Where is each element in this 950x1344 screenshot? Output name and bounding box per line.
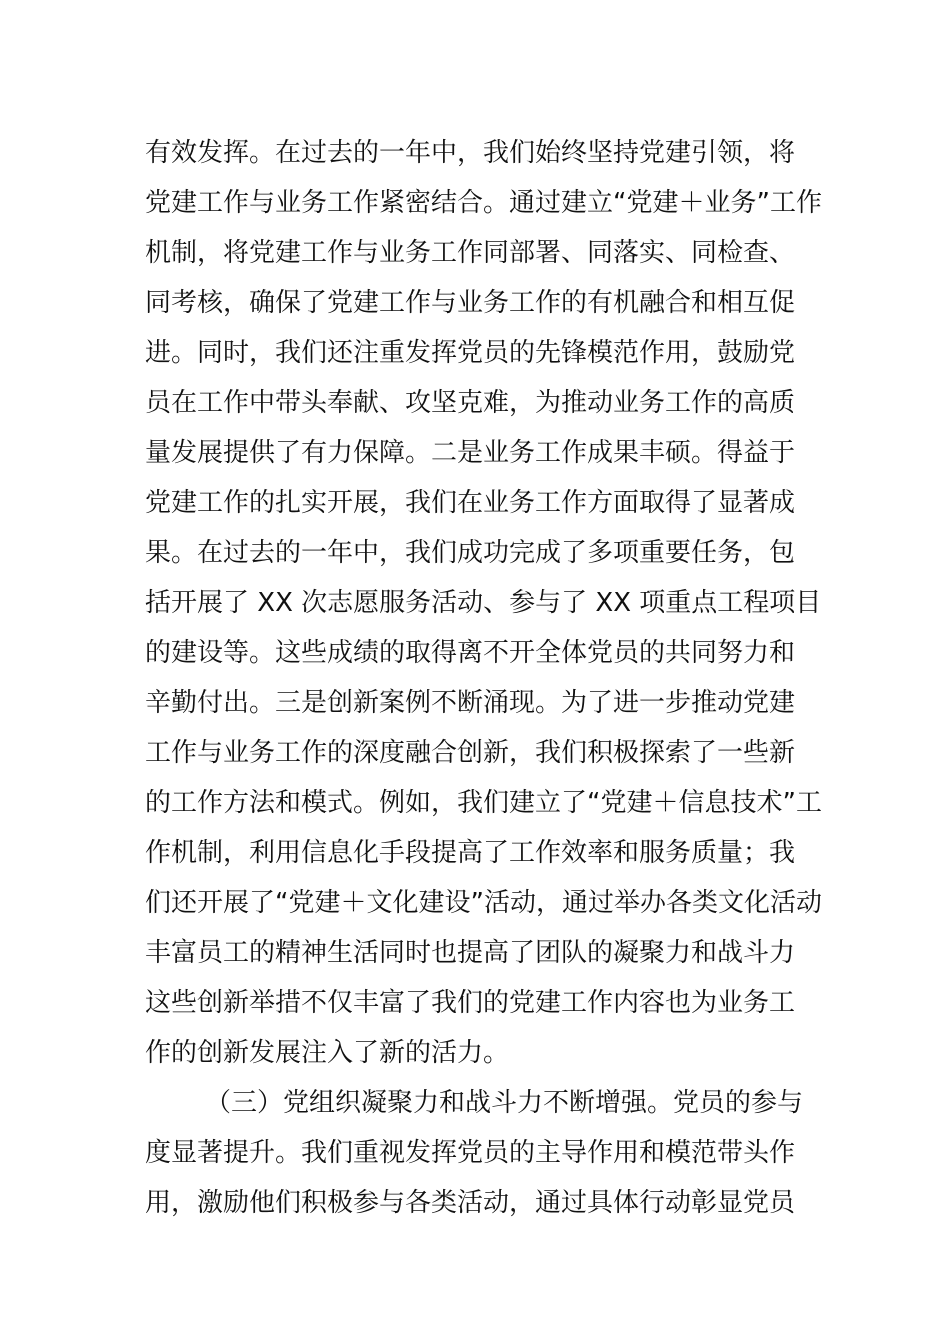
text-line: 作机制，利用信息化手段提高了工作效率和服务质量；我 [145, 838, 796, 868]
text-line: 这些创新举措不仅丰富了我们的党建工作内容也为业务工 [145, 988, 796, 1018]
paragraph-heading-line: （三）党组织凝聚力和战斗力不断增强。党员的参与 [205, 1088, 804, 1118]
text-line: 员在工作中带头奉献、攻坚克难，为推动业务工作的高质 [145, 388, 796, 418]
text-line: 同考核，确保了党建工作与业务工作的有机融合和相互促 [145, 288, 796, 318]
text-line: 的建设等。这些成绩的取得离不开全体党员的共同努力和 [145, 638, 796, 668]
text-line: 括开展了 XX 次志愿服务活动、参与了 XX 项重点工程项目 [145, 588, 822, 618]
text-line: 机制，将党建工作与业务工作同部署、同落实、同检查、 [145, 238, 796, 268]
text-line: 进。同时，我们还注重发挥党员的先锋模范作用，鼓励党 [145, 338, 796, 368]
text-line: 度显著提升。我们重视发挥党员的主导作用和模范带头作 [145, 1138, 796, 1168]
text-line: 果。在过去的一年中，我们成功完成了多项重要任务，包 [145, 538, 796, 568]
text-line: 工作与业务工作的深度融合创新，我们积极探索了一些新 [145, 738, 796, 768]
text-line: 的工作方法和模式。例如，我们建立了“党建＋信息技术”工 [145, 788, 822, 818]
text-line: 有效发挥。在过去的一年中，我们始终坚持党建引领，将 [145, 138, 796, 168]
text-line: 用，激励他们积极参与各类活动，通过具体行动彰显党员 [145, 1188, 796, 1218]
text-line: 党建工作与业务工作紧密结合。通过建立“党建＋业务”工作 [145, 188, 822, 218]
text-line: 量发展提供了有力保障。二是业务工作成果丰硕。得益于 [145, 438, 796, 468]
text-line: 丰富员工的精神生活同时也提高了团队的凝聚力和战斗力 [145, 938, 796, 968]
document-body [145, 128, 825, 1228]
text-line: 党建工作的扎实开展，我们在业务工作方面取得了显著成 [145, 488, 796, 518]
text-line: 作的创新发展注入了新的活力。 [145, 1038, 510, 1068]
text-line: 们还开展了“党建＋文化建设”活动，通过举办各类文化活动 [145, 888, 822, 918]
text-line: 辛勤付出。三是创新案例不断涌现。为了进一步推动党建 [145, 688, 796, 718]
